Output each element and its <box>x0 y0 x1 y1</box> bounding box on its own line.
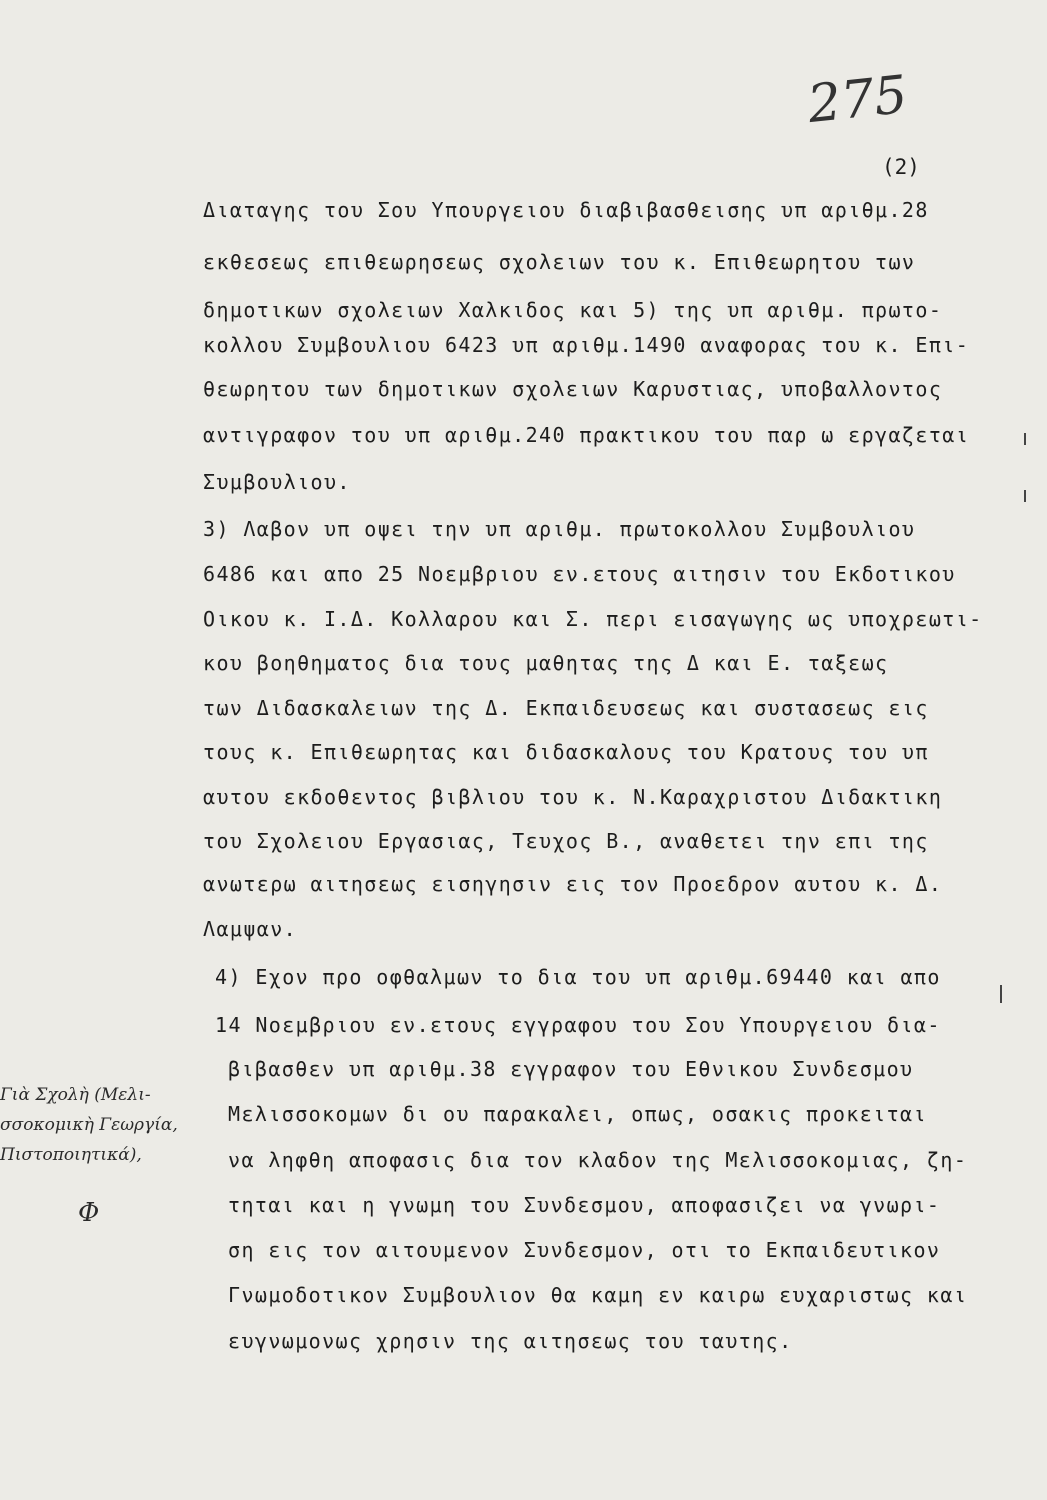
body-line: Λαμψαν. <box>203 917 298 941</box>
margin-tick-mark <box>1024 433 1026 445</box>
margin-tick-mark <box>1000 985 1002 1003</box>
body-line: εκθεσεως επιθεωρησεως σχολειων του κ. Επιθεωρητου των <box>203 250 916 274</box>
body-line: θεωρητου των δημοτικων σχολειων Καρυστιας, υποβαλλοντος <box>203 377 943 401</box>
body-line: να ληφθη αποφασις δια τον κλαδον της Μελισσοκομιας, ζη- <box>228 1148 968 1172</box>
handwritten-initial: Φ <box>78 1198 100 1228</box>
handwritten-margin-note <box>0 1080 220 1170</box>
body-line: Μελισσοκομων δι ου παρακαλει, οπως, οσακις προκειται <box>228 1102 927 1126</box>
body-line: Διαταγης του Σου Υπουργειου διαβιβασθεισης υπ αριθμ.28 <box>203 198 929 222</box>
margin-tick-mark <box>1024 490 1026 502</box>
body-line: του Σχολειου Εργασιας, Τευχος Β., αναθετει την επι της <box>203 829 929 853</box>
body-line: 14 Νοεμβριου εν.ετους εγγραφου του Σου Υπουργειου δια- <box>215 1013 941 1037</box>
margin-note-line: σσοκομικὴ Γεωργία, <box>0 1115 178 1135</box>
body-line: 6486 και απο 25 Νοεμβριου εν.ετους αιτησιν του Εκδοτικου <box>203 562 956 586</box>
margin-note-line: Γιὰ Σχολὴ (Μελι- <box>0 1085 151 1105</box>
body-line: κολλου Συμβουλιου 6423 υπ αριθμ.1490 αναφορας του κ. Επι- <box>203 333 970 357</box>
body-line: Οικου κ. Ι.Δ. Κολλαρου και Σ. περι εισαγωγης ως υποχρεωτι- <box>203 607 983 631</box>
body-line: κου βοηθηματος δια τους μαθητας της Δ και Ε. ταξεως <box>203 651 889 675</box>
body-line: ση εις τον αιτουμενον Συνδεσμον, οτι το Εκπαιδευτικον <box>228 1238 941 1262</box>
body-line: βιβασθεν υπ αριθμ.38 εγγραφον του Εθνικου Συνδεσμου <box>228 1057 914 1081</box>
body-line: 3) Λαβον υπ οψει την υπ αριθμ. πρωτοκολλου Συμβουλιου <box>203 517 916 541</box>
typed-page-number: (2) <box>882 155 920 179</box>
body-line: τηται και η γνωμη του Συνδεσμου, αποφασιζει να γνωρι- <box>228 1193 941 1217</box>
body-line: αντιγραφον του υπ αριθμ.240 πρακτικου του παρ ω εργαζεται <box>203 423 970 447</box>
body-line: 4) Εχον προ οφθαλμων το δια του υπ αριθμ.69440 και απο <box>215 965 941 989</box>
body-line: Συμβουλιου. <box>203 470 351 494</box>
body-line: αυτου εκδοθεντος βιβλιου του κ. Ν.Καραχριστου Διδακτικη <box>203 785 943 809</box>
body-line: δημοτικων σχολειων Χαλκιδος και 5) της υπ αριθμ. πρωτο- <box>203 298 943 322</box>
margin-note-line: Πιστοποιητικά), <box>0 1145 142 1165</box>
body-line: τους κ. Επιθεωρητας και διδασκαλους του Κρατους του υπ <box>203 740 929 764</box>
body-line: ανωτερω αιτησεως εισηγησιν εις τον Προεδρον αυτου κ. Δ. <box>203 872 943 896</box>
body-line: ευγνωμονως χρησιν της αιτησεως του ταυτης. <box>228 1329 793 1353</box>
body-line: των Διδασκαλειων της Δ. Εκπαιδευσεως και συστασεως εις <box>203 696 929 720</box>
handwritten-page-number: 275 <box>805 64 911 136</box>
body-line: Γνωμοδοτικον Συμβουλιον θα καμη εν καιρω ευχαριστως και <box>228 1283 968 1307</box>
